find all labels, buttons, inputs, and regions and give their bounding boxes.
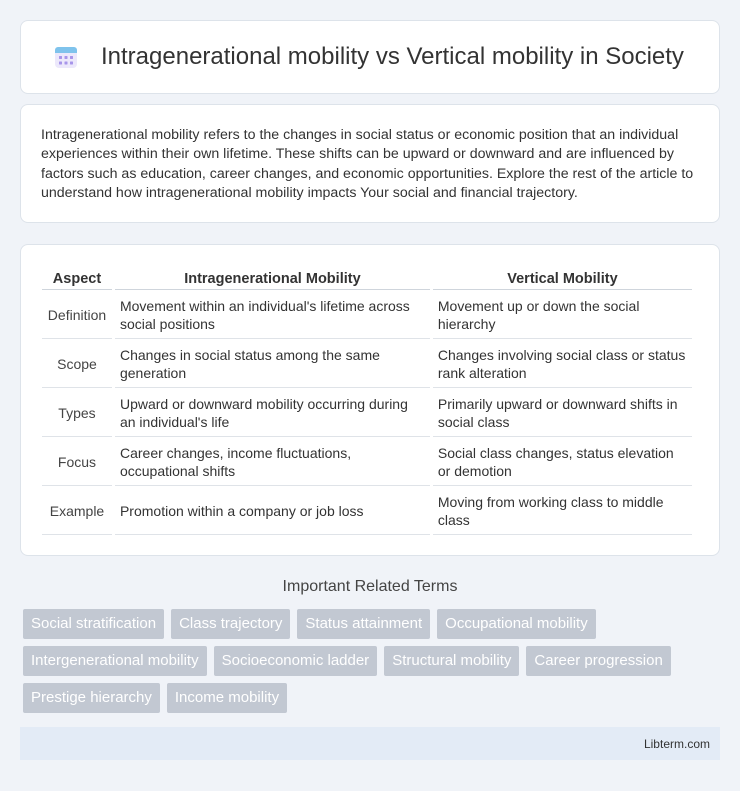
- table-row: [42, 290, 692, 339]
- row-intragenerational: Movement within an individual's lifetime across social positions: [115, 290, 430, 339]
- related-term-tag[interactable]: Social stratification: [23, 609, 164, 639]
- header-intragenerational: Intragenerational Mobility: [115, 265, 430, 290]
- related-terms-heading: Important Related Terms: [282, 578, 458, 595]
- row-intragenerational: Changes in social status among the same generation: [115, 339, 430, 388]
- related-term-tag[interactable]: Socioeconomic ladder: [214, 646, 378, 676]
- related-term-tag[interactable]: Occupational mobility: [437, 609, 596, 639]
- row-aspect: Focus: [42, 437, 112, 486]
- row-vertical: Moving from working class to middle class: [433, 486, 692, 535]
- calendar-icon: [53, 44, 79, 70]
- row-vertical: Social class changes, status elevation or demotion: [433, 437, 692, 486]
- comparison-table: [39, 265, 695, 535]
- related-terms-list: [23, 609, 723, 713]
- related-term-tag[interactable]: Class trajectory: [171, 609, 290, 639]
- related-term-tag[interactable]: Intergenerational mobility: [23, 646, 207, 676]
- table-row: [42, 339, 692, 388]
- row-aspect: Types: [42, 388, 112, 437]
- table-row: [42, 486, 692, 535]
- header-vertical: Vertical Mobility: [433, 265, 692, 290]
- intro-paragraph: Intragenerational mobility refers to the changes in social status or economic position that an individual experiences within their own lifetime. These shifts can be upward or downward and are influenced by factors such as education, career changes, and economic opportunities. Explore the rest of the article to understand how intragenerational mobility impacts Your social and financial trajectory.: [41, 127, 694, 202]
- related-term-tag[interactable]: Income mobility: [167, 683, 287, 713]
- table-row: [42, 388, 692, 437]
- row-vertical: Changes involving social class or status rank alteration: [433, 339, 692, 388]
- row-vertical: Movement up or down the social hierarchy: [433, 290, 692, 339]
- footer-bar: [20, 727, 720, 760]
- row-intragenerational: Upward or downward mobility occurring during an individual's life: [115, 388, 430, 437]
- related-term-tag[interactable]: Career progression: [526, 646, 670, 676]
- header-aspect: Aspect: [42, 265, 112, 290]
- table-row: [42, 437, 692, 486]
- header-card: [20, 20, 720, 94]
- comparison-card: [20, 244, 720, 556]
- page-title: Intragenerational mobility vs Vertical mobility in Society: [101, 43, 684, 70]
- table-header-row: [42, 265, 692, 290]
- footer-site-link[interactable]: Libterm.com: [643, 736, 710, 751]
- row-intragenerational: Promotion within a company or job loss: [115, 486, 430, 535]
- intro-card: [20, 104, 720, 223]
- related-term-tag[interactable]: Structural mobility: [384, 646, 519, 676]
- row-aspect: Definition: [42, 290, 112, 339]
- row-intragenerational: Career changes, income fluctuations, occupational shifts: [115, 437, 430, 486]
- related-term-tag[interactable]: Status attainment: [297, 609, 430, 639]
- row-aspect: Example: [42, 486, 112, 535]
- related-term-tag[interactable]: Prestige hierarchy: [23, 683, 160, 713]
- row-aspect: Scope: [42, 339, 112, 388]
- row-vertical: Primarily upward or downward shifts in social class: [433, 388, 692, 437]
